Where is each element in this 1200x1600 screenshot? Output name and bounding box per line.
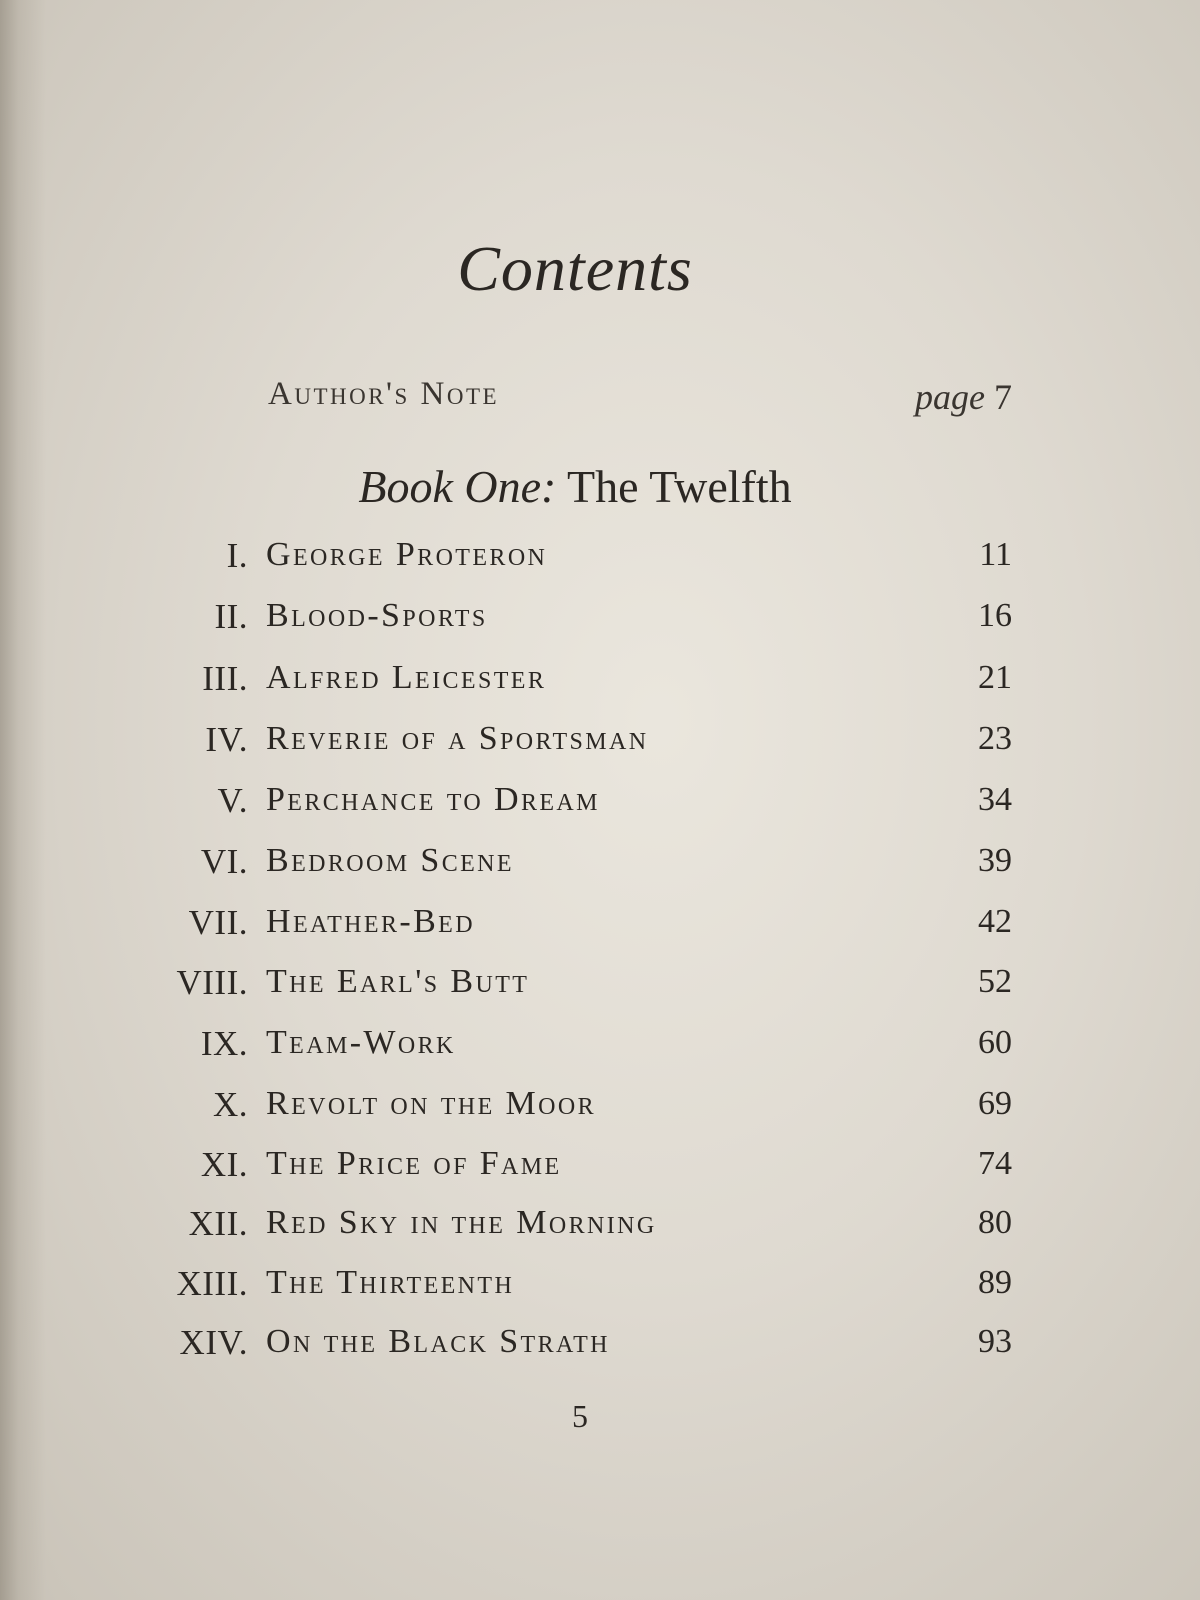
chapter-title: Revolt on the Moor (266, 1085, 597, 1122)
chapter-title: Team-Work (266, 1024, 456, 1061)
chapter-page: 93 (978, 1323, 1012, 1360)
chapter-page: 42 (978, 903, 1012, 940)
chapter-entry (0, 1204, 1200, 1254)
chapter-entry (0, 1145, 1200, 1195)
chapter-number: X. (212, 1085, 248, 1124)
chapter-entry (0, 781, 1200, 831)
chapter-number: III. (202, 659, 248, 698)
chapter-page: 21 (978, 659, 1012, 696)
chapter-number: VIII. (176, 963, 248, 1002)
chapter-entry (0, 842, 1200, 892)
chapter-entry (0, 1264, 1200, 1314)
chapter-title: Bedroom Scene (266, 842, 514, 879)
chapter-entry (0, 597, 1200, 647)
chapter-page: 39 (978, 842, 1012, 879)
chapter-title: Reverie of a Sportsman (266, 720, 649, 757)
chapter-title: George Proteron (266, 536, 548, 573)
chapter-title: Alfred Leicester (266, 659, 547, 696)
chapter-entry (0, 903, 1200, 953)
chapter-number: VI. (200, 842, 248, 881)
chapter-number: XI. (200, 1145, 248, 1184)
chapter-number: II. (214, 597, 248, 636)
chapter-page: 23 (978, 720, 1012, 757)
book-prefix: Book One: (358, 461, 557, 512)
chapter-page: 80 (978, 1204, 1012, 1241)
page-prefix: page (915, 377, 985, 417)
chapter-title: On the Black Strath (266, 1323, 610, 1360)
chapter-number: XIII. (176, 1264, 248, 1303)
book-name: The Twelfth (567, 461, 792, 512)
chapter-entry (0, 963, 1200, 1013)
chapter-number: I. (226, 536, 248, 575)
chapter-entry (0, 720, 1200, 770)
page-title: Contents (457, 233, 693, 304)
chapter-entry (0, 659, 1200, 709)
chapter-title: Blood-Sports (266, 597, 488, 634)
chapter-number: XIV. (179, 1323, 248, 1362)
chapter-number: IV. (205, 720, 248, 759)
chapter-page: 60 (978, 1024, 1012, 1061)
chapter-number: IX. (200, 1024, 248, 1063)
chapter-title: The Thirteenth (266, 1264, 515, 1301)
chapter-number: VII. (188, 903, 248, 942)
chapter-number: V. (217, 781, 248, 820)
chapter-page: 74 (978, 1145, 1012, 1182)
chapter-page: 16 (978, 597, 1012, 634)
chapter-title: Red Sky in the Morning (266, 1204, 657, 1241)
chapter-title: The Price of Fame (266, 1145, 562, 1182)
chapter-page: 11 (979, 536, 1012, 573)
chapter-title: The Earl's Butt (266, 963, 530, 1000)
chapter-page: 52 (978, 963, 1012, 1000)
chapter-title: Heather-Bed (266, 903, 475, 940)
chapter-page: 69 (978, 1085, 1012, 1122)
chapter-entry (0, 1085, 1200, 1135)
chapter-number: XII. (188, 1204, 248, 1243)
chapter-page: 89 (978, 1264, 1012, 1301)
authors-note-label: Author's Note (268, 376, 500, 412)
chapter-page: 34 (978, 781, 1012, 818)
page-number-folio: 5 (572, 1398, 588, 1434)
authors-note-page-number: 7 (994, 377, 1012, 417)
chapter-entry (0, 1323, 1200, 1373)
chapter-entry (0, 536, 1200, 586)
chapter-entry (0, 1024, 1200, 1074)
chapter-title: Perchance to Dream (266, 781, 600, 818)
